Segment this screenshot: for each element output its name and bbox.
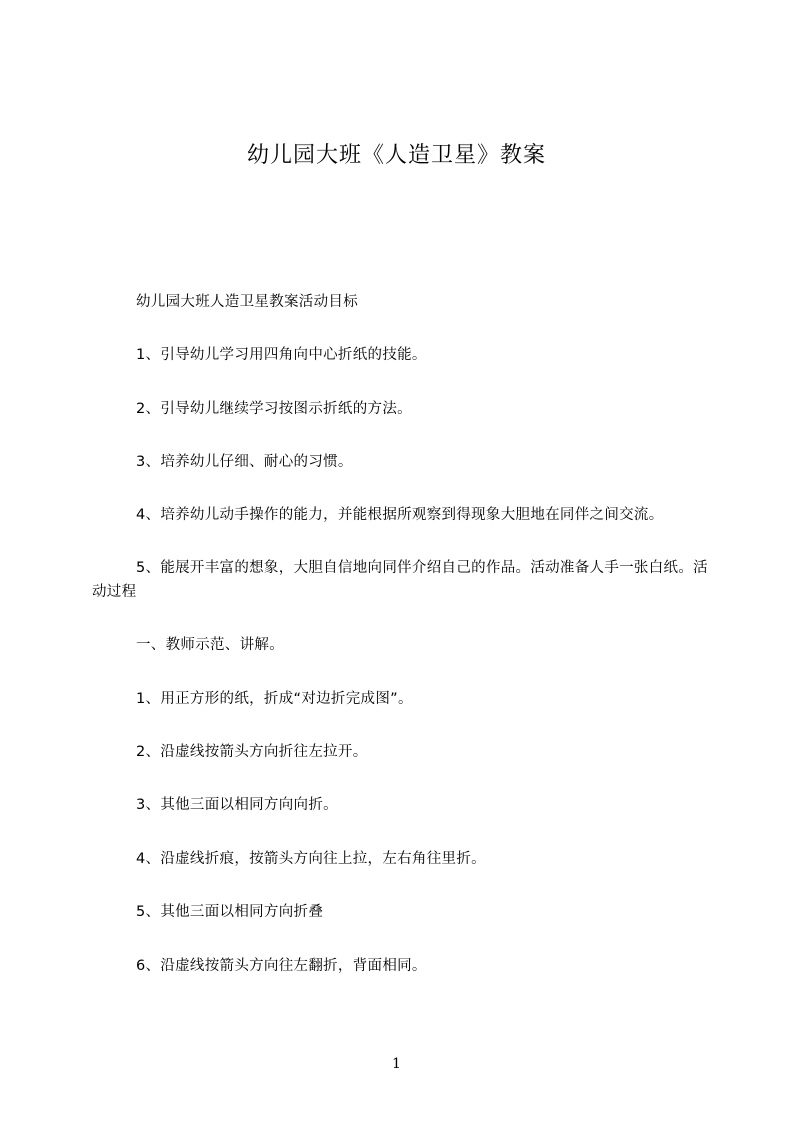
paragraph-step-3: 3、其他三面以相同方向向折。	[136, 797, 338, 813]
paragraph-goal-4: 4、培养幼儿动手操作的能力，并能根据所观察到得现象大胆地在同伴之间交流。	[136, 507, 664, 523]
paragraph-goal-2: 2、引导幼儿继续学习按图示折纸的方法。	[136, 401, 412, 417]
paragraph-step-6: 6、沿虚线按箭头方向往左翻折，背面相同。	[136, 958, 427, 974]
paragraph-activity-goals: 幼儿园大班人造卫星教案活动目标	[136, 294, 358, 310]
page-number: 1	[392, 1056, 401, 1072]
paragraph-step-4: 4、沿虚线折痕，按箭头方向往上拉，左右角往里折。	[136, 851, 486, 867]
paragraph-step-5: 5、其他三面以相同方向折叠	[136, 904, 324, 920]
paragraph-goal-5: 5、能展开丰富的想象，大胆自信地向同伴介绍自己的作品。活动准备人手一张白纸。活动过程	[92, 560, 708, 600]
paragraph-step-1: 1、用正方形的纸，折成“对边折完成图”。	[136, 691, 413, 707]
paragraph-section-one: 一、教师示范、讲解。	[136, 637, 284, 653]
paragraph-step-2: 2、沿虚线按箭头方向折往左拉开。	[136, 744, 368, 760]
paragraph-goal-3: 3、培养幼儿仔细、耐心的习惯。	[136, 454, 353, 470]
paragraph-goal-1: 1、引导幼儿学习用四角向中心折纸的技能。	[136, 347, 427, 363]
document-title: 幼儿园大班《人造卫星》教案	[246, 143, 546, 168]
